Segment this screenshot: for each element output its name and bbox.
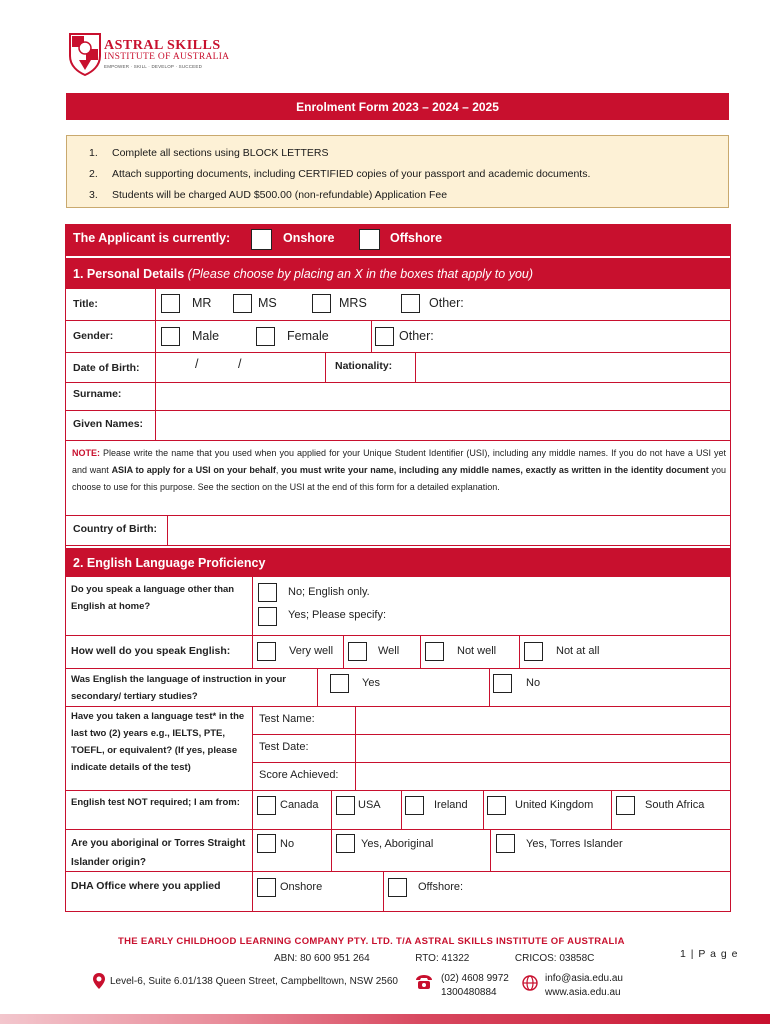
instructions-box [66, 135, 729, 208]
section1-hint: (Please choose by placing an X in the boxes that apply to you) [187, 266, 534, 281]
south-africa-checkbox[interactable] [616, 796, 635, 815]
ireland-checkbox[interactable] [405, 796, 424, 815]
usa-label: USA [358, 799, 381, 811]
title-other-checkbox[interactable] [401, 294, 420, 313]
title-other-label: Other: [429, 296, 464, 310]
canada-checkbox[interactable] [257, 796, 276, 815]
footer-phones: (02) 4608 9972 1300480884 [441, 973, 509, 998]
form-title-bar [66, 93, 729, 120]
globe-icon [522, 975, 538, 991]
dha-onshore-checkbox[interactable] [257, 878, 276, 897]
mr-label: MR [192, 296, 212, 310]
well-label: Well [378, 645, 400, 657]
other-language-row [65, 577, 731, 636]
female-checkbox[interactable] [256, 327, 275, 346]
ms-checkbox[interactable] [233, 294, 252, 313]
title-row [65, 289, 731, 321]
usi-note: NOTE: Please write the name that you used when you applied for your Unique Student Identifier (USI), including any middle names. If you do not have a USI yet and want ASIA to apply for a USI on your behalf, you must write your name, including any middle names, exactly as written in the identity document you choose to use for this purpose. See the section on the USI at the end of this form for a detailed explanation. [72, 448, 727, 492]
offshore-checkbox[interactable] [359, 229, 380, 250]
not-well-label: Not well [457, 645, 497, 657]
form-title: Enrolment Form 2023 – 2024 – 2025 [296, 99, 499, 114]
english-only-checkbox[interactable] [258, 583, 277, 602]
nationality-input[interactable] [419, 355, 725, 379]
dha-office-question: DHA Office where you applied [71, 880, 221, 892]
test-not-required-row [65, 791, 731, 830]
phone-icon [414, 974, 434, 990]
gender-label: Gender: [73, 330, 114, 342]
test-date-label: Test Date: [259, 741, 309, 753]
mrs-label: MRS [339, 296, 367, 310]
shield-logo-icon [68, 32, 102, 76]
aboriginal-no-checkbox[interactable] [257, 834, 276, 853]
not-well-checkbox[interactable] [425, 642, 444, 661]
test-date-input[interactable] [359, 737, 723, 760]
logo-tagline: EMPOWER · SKILL · DEVELOP · SUCCEED [104, 64, 203, 69]
uk-label: United Kingdom [515, 799, 594, 811]
dha-office-row [65, 872, 731, 912]
instruction-language-question: Was English the language of instruction in your secondary/ tertiary studies? [71, 674, 286, 702]
canada-label: Canada [280, 799, 319, 811]
south-africa-label: South Africa [645, 799, 705, 811]
test-not-required-question: English test NOT required; I am from: [71, 797, 240, 808]
email-link[interactable]: info@asia.edu.au [545, 973, 623, 984]
other-language-yes-label: Yes; Please specify: [288, 609, 387, 621]
very-well-label: Very well [289, 645, 334, 657]
other-language-question: Do you speak a language other than English at home? [71, 584, 235, 612]
section1-title: 1. Personal Details [73, 266, 185, 281]
dob-separator: / [195, 357, 199, 371]
mrs-checkbox[interactable] [312, 294, 331, 313]
male-label: Male [192, 329, 220, 343]
section2-title: 2. English Language Proficiency [73, 555, 266, 570]
dha-offshore-checkbox[interactable] [388, 878, 407, 897]
onshore-checkbox[interactable] [251, 229, 272, 250]
language-test-question: Have you taken a language test* in the last two (2) years e.g., IELTS, PTE, TOEFL, or equivalent? (If yes, please indicate details of the test) [71, 711, 245, 773]
dob-label: Date of Birth: [73, 362, 140, 374]
speak-english-row [65, 636, 731, 669]
aboriginal-row [65, 830, 731, 872]
test-name-label: Test Name: [259, 713, 315, 725]
applicant-status-bar [65, 224, 731, 256]
footer-company: THE EARLY CHILDHOOD LEARNING COMPANY PTY. LTD. T/A ASTRAL SKILLS INSTITUTE OF AUSTRALIA [118, 936, 625, 947]
mr-checkbox[interactable] [161, 294, 180, 313]
instruction-no-label: No [526, 677, 541, 689]
dob-input[interactable] [161, 355, 321, 379]
footer-contact [545, 972, 623, 1000]
aboriginal-question: Are you aboriginal or Torres Straight Islander origin? [71, 838, 246, 868]
footer-address: Level-6, Suite 6.01/138 Queen Street, Campbelltown, NSW 2560 [110, 976, 398, 987]
torres-islander-checkbox[interactable] [496, 834, 515, 853]
given-names-row [65, 411, 731, 441]
score-achieved-input[interactable] [359, 765, 723, 788]
instruction-yes-checkbox[interactable] [330, 674, 349, 693]
country-of-birth-input[interactable] [171, 518, 725, 542]
instruction-item: 1. Complete all sections using BLOCK LETTERS [89, 146, 329, 159]
footer-registration: ABN: 80 600 951 264 RTO: 41322 CRICOS: 03858C [274, 953, 595, 964]
female-label: Female [287, 329, 329, 343]
torres-islander-label: Yes, Torres Islander [526, 838, 623, 850]
test-name-input[interactable] [359, 709, 723, 732]
dob-row [65, 353, 731, 383]
country-of-birth-label: Country of Birth: [73, 523, 157, 535]
onshore-label: Onshore [283, 231, 335, 245]
dob-separator: / [238, 357, 242, 371]
applicant-label: The Applicant is currently: [73, 231, 231, 245]
instruction-no-checkbox[interactable] [493, 674, 512, 693]
page-number: 1 | P a g e [680, 948, 739, 960]
surname-input[interactable] [159, 385, 725, 409]
given-names-input[interactable] [159, 413, 725, 439]
aboriginal-no-label: No [280, 838, 295, 850]
instruction-item: 2. Attach supporting documents, including CERTIFIED copies of your passport and academic documents. [89, 167, 591, 180]
logo-name: ASTRAL SKILLS [104, 38, 221, 53]
country-of-birth-row [65, 515, 731, 546]
english-only-label: No; English only. [288, 586, 370, 598]
ireland-label: Ireland [434, 799, 468, 811]
not-at-all-checkbox[interactable] [524, 642, 543, 661]
usa-checkbox[interactable] [336, 796, 355, 815]
instruction-yes-label: Yes [362, 677, 380, 689]
uk-checkbox[interactable] [487, 796, 506, 815]
given-names-label: Given Names: [73, 418, 144, 430]
dha-onshore-label: Onshore [280, 881, 323, 893]
ms-label: MS [258, 296, 277, 310]
speak-english-question: How well do you speak English: [71, 645, 231, 657]
section1-header [65, 258, 731, 289]
dha-offshore-label: Offshore: [418, 881, 464, 893]
language-test-row [65, 707, 731, 791]
logo-subtitle: INSTITUTE OF AUSTRALIA [104, 52, 230, 62]
instruction-language-row [65, 669, 731, 707]
aboriginal-yes-checkbox[interactable] [336, 834, 355, 853]
title-label: Title: [73, 298, 98, 310]
instruction-item: 3. Students will be charged AUD $500.00 (non-refundable) Application Fee [89, 188, 448, 201]
surname-row [65, 383, 731, 411]
other-language-yes-checkbox[interactable] [258, 607, 277, 626]
score-achieved-label: Score Achieved: [259, 769, 339, 781]
gender-other-label: Other: [399, 329, 434, 343]
offshore-label: Offshore [390, 231, 443, 245]
nationality-label: Nationality: [335, 360, 393, 372]
footer-bar [0, 1014, 770, 1024]
section2-header [65, 548, 731, 577]
not-at-all-label: Not at all [556, 645, 600, 657]
surname-label: Surname: [73, 388, 122, 400]
web-link[interactable]: www.asia.edu.au [545, 987, 621, 998]
very-well-checkbox[interactable] [257, 642, 276, 661]
well-checkbox[interactable] [348, 642, 367, 661]
male-checkbox[interactable] [161, 327, 180, 346]
gender-row [65, 321, 731, 353]
location-pin-icon [92, 972, 106, 990]
aboriginal-yes-label: Yes, Aboriginal [361, 838, 434, 850]
gender-other-checkbox[interactable] [375, 327, 394, 346]
